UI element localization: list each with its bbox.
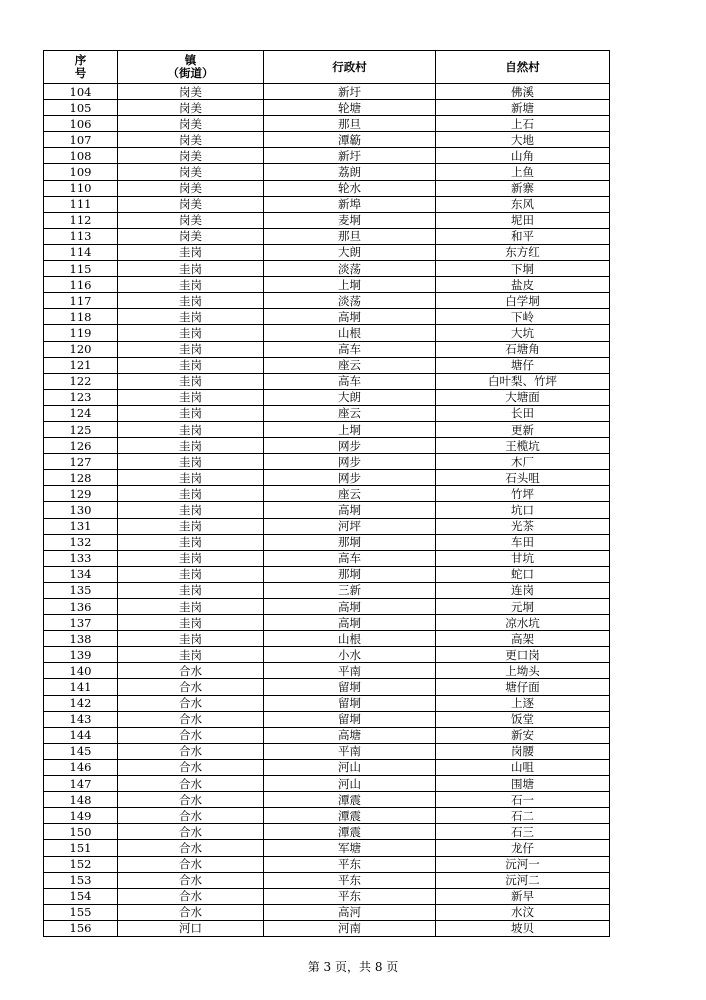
- cell-town: 合水: [118, 904, 264, 920]
- cell-natural-village: 木厂: [436, 454, 610, 470]
- table-row: [44, 100, 610, 116]
- cell-natural-village: 新塘: [436, 100, 610, 116]
- cell-serial-number: 137: [44, 615, 118, 631]
- cell-administrative-village: 平东: [264, 888, 436, 904]
- cell-administrative-village: 座云: [264, 357, 436, 373]
- cell-administrative-village: 高垌: [264, 599, 436, 615]
- header-town: [118, 51, 264, 84]
- cell-administrative-village: 潭簕: [264, 132, 436, 148]
- cell-serial-number: 138: [44, 631, 118, 647]
- cell-administrative-village: 潭震: [264, 792, 436, 808]
- village-list-sheet: [43, 50, 609, 937]
- cell-serial-number: 115: [44, 261, 118, 277]
- table-row: [44, 534, 610, 550]
- cell-serial-number: 134: [44, 566, 118, 582]
- page-footer: 第 3 页，共 8 页: [307, 960, 399, 974]
- table-row: [44, 84, 610, 100]
- cell-administrative-village: 大朗: [264, 389, 436, 405]
- cell-town: 圭岗: [118, 631, 264, 647]
- cell-town: 合水: [118, 872, 264, 888]
- cell-serial-number: 114: [44, 244, 118, 260]
- table-row: [44, 405, 610, 421]
- table-row: [44, 920, 610, 936]
- cell-administrative-village: 潭震: [264, 808, 436, 824]
- cell-town: 圭岗: [118, 309, 264, 325]
- cell-administrative-village: 轮塘: [264, 100, 436, 116]
- cell-administrative-village: 平东: [264, 856, 436, 872]
- cell-serial-number: 142: [44, 695, 118, 711]
- cell-natural-village: 东风: [436, 196, 610, 212]
- cell-serial-number: 148: [44, 792, 118, 808]
- cell-town: 岗美: [118, 228, 264, 244]
- table-row: [44, 293, 610, 309]
- cell-administrative-village: 淡荡: [264, 261, 436, 277]
- table-row: [44, 470, 610, 486]
- cell-serial-number: 124: [44, 405, 118, 421]
- cell-natural-village: 围塘: [436, 776, 610, 792]
- cell-town: 岗美: [118, 148, 264, 164]
- cell-administrative-village: 高车: [264, 550, 436, 566]
- cell-administrative-village: 高车: [264, 373, 436, 389]
- cell-administrative-village: 高垌: [264, 309, 436, 325]
- cell-administrative-village: 新圩: [264, 148, 436, 164]
- cell-administrative-village: 高塘: [264, 727, 436, 743]
- table-row: [44, 663, 610, 679]
- cell-natural-village: 长田: [436, 405, 610, 421]
- table-row: [44, 776, 610, 792]
- cell-serial-number: 132: [44, 534, 118, 550]
- cell-serial-number: 130: [44, 502, 118, 518]
- cell-serial-number: 118: [44, 309, 118, 325]
- cell-natural-village: 甘坑: [436, 550, 610, 566]
- table-row: [44, 454, 610, 470]
- cell-natural-village: 沅河一: [436, 856, 610, 872]
- header-serial-line1: 序: [74, 53, 87, 67]
- cell-town: 圭岗: [118, 405, 264, 421]
- cell-administrative-village: 三新: [264, 582, 436, 598]
- table-row: [44, 325, 610, 341]
- cell-administrative-village: 上垌: [264, 421, 436, 437]
- cell-town: 合水: [118, 856, 264, 872]
- cell-serial-number: 153: [44, 872, 118, 888]
- cell-administrative-village: 那旦: [264, 116, 436, 132]
- cell-administrative-village: 潭震: [264, 824, 436, 840]
- table-row: [44, 582, 610, 598]
- cell-administrative-village: 麦垌: [264, 212, 436, 228]
- cell-natural-village: 石塘角: [436, 341, 610, 357]
- cell-natural-village: 大坑: [436, 325, 610, 341]
- table-row: [44, 212, 610, 228]
- table-row: [44, 486, 610, 502]
- cell-serial-number: 109: [44, 164, 118, 180]
- table-row: [44, 792, 610, 808]
- cell-natural-village: 大塘面: [436, 389, 610, 405]
- cell-town: 圭岗: [118, 550, 264, 566]
- cell-natural-village: 大地: [436, 132, 610, 148]
- table-row: [44, 357, 610, 373]
- cell-town: 圭岗: [118, 518, 264, 534]
- cell-town: 圭岗: [118, 357, 264, 373]
- cell-administrative-village: 山根: [264, 325, 436, 341]
- table-row: [44, 727, 610, 743]
- cell-natural-village: 山咀: [436, 759, 610, 775]
- cell-serial-number: 123: [44, 389, 118, 405]
- cell-natural-village: 龙仔: [436, 840, 610, 856]
- cell-serial-number: 104: [44, 84, 118, 100]
- cell-town: 圭岗: [118, 454, 264, 470]
- cell-administrative-village: 座云: [264, 486, 436, 502]
- cell-town: 岗美: [118, 196, 264, 212]
- table-row: [44, 566, 610, 582]
- cell-serial-number: 122: [44, 373, 118, 389]
- cell-natural-village: 饭堂: [436, 711, 610, 727]
- cell-administrative-village: 高车: [264, 341, 436, 357]
- cell-natural-village: 元垌: [436, 599, 610, 615]
- table-row: [44, 695, 610, 711]
- cell-town: 合水: [118, 743, 264, 759]
- cell-administrative-village: 平东: [264, 872, 436, 888]
- cell-administrative-village: 网步: [264, 438, 436, 454]
- cell-serial-number: 151: [44, 840, 118, 856]
- cell-town: 圭岗: [118, 373, 264, 389]
- cell-town: 合水: [118, 663, 264, 679]
- table-row: [44, 309, 610, 325]
- cell-administrative-village: 留垌: [264, 695, 436, 711]
- cell-serial-number: 141: [44, 679, 118, 695]
- cell-serial-number: 155: [44, 904, 118, 920]
- cell-administrative-village: 大朗: [264, 244, 436, 260]
- cell-administrative-village: 网步: [264, 454, 436, 470]
- cell-town: 合水: [118, 679, 264, 695]
- cell-administrative-village: 荔朗: [264, 164, 436, 180]
- header-town-line2: （街道）: [167, 66, 214, 80]
- table-row: [44, 164, 610, 180]
- table-row: [44, 438, 610, 454]
- cell-serial-number: 116: [44, 277, 118, 293]
- cell-serial-number: 131: [44, 518, 118, 534]
- cell-natural-village: 坭田: [436, 212, 610, 228]
- cell-serial-number: 145: [44, 743, 118, 759]
- table-row: [44, 872, 610, 888]
- cell-natural-village: 东方红: [436, 244, 610, 260]
- cell-administrative-village: 那垌: [264, 566, 436, 582]
- cell-town: 圭岗: [118, 277, 264, 293]
- cell-town: 合水: [118, 808, 264, 824]
- cell-town: 圭岗: [118, 293, 264, 309]
- cell-town: 岗美: [118, 180, 264, 196]
- cell-natural-village: 更口岗: [436, 647, 610, 663]
- cell-serial-number: 119: [44, 325, 118, 341]
- table-row: [44, 421, 610, 437]
- cell-serial-number: 129: [44, 486, 118, 502]
- cell-serial-number: 111: [44, 196, 118, 212]
- cell-natural-village: 更新: [436, 421, 610, 437]
- cell-natural-village: 新安: [436, 727, 610, 743]
- cell-town: 合水: [118, 824, 264, 840]
- cell-natural-village: 沅河二: [436, 872, 610, 888]
- cell-town: 圭岗: [118, 582, 264, 598]
- cell-administrative-village: 新埠: [264, 196, 436, 212]
- table-row: [44, 856, 610, 872]
- cell-town: 合水: [118, 759, 264, 775]
- table-row: [44, 679, 610, 695]
- cell-natural-village: 坑口: [436, 502, 610, 518]
- header-administrative-village: 行政村: [264, 51, 436, 84]
- cell-natural-village: 上鱼: [436, 164, 610, 180]
- cell-natural-village: 岗腰: [436, 743, 610, 759]
- cell-serial-number: 133: [44, 550, 118, 566]
- cell-town: 圭岗: [118, 647, 264, 663]
- cell-serial-number: 107: [44, 132, 118, 148]
- cell-natural-village: 凉水坑: [436, 615, 610, 631]
- cell-natural-village: 石一: [436, 792, 610, 808]
- cell-administrative-village: 平南: [264, 663, 436, 679]
- cell-town: 圭岗: [118, 261, 264, 277]
- cell-natural-village: 下岭: [436, 309, 610, 325]
- cell-natural-village: 车田: [436, 534, 610, 550]
- cell-administrative-village: 网步: [264, 470, 436, 486]
- cell-serial-number: 128: [44, 470, 118, 486]
- cell-serial-number: 143: [44, 711, 118, 727]
- cell-town: 圭岗: [118, 389, 264, 405]
- cell-serial-number: 125: [44, 421, 118, 437]
- cell-town: 合水: [118, 792, 264, 808]
- cell-serial-number: 146: [44, 759, 118, 775]
- table-row: [44, 389, 610, 405]
- cell-natural-village: 上逐: [436, 695, 610, 711]
- header-town-line1: 镇: [184, 53, 197, 67]
- cell-natural-village: 塘仔面: [436, 679, 610, 695]
- cell-administrative-village: 座云: [264, 405, 436, 421]
- header-natural-village: 自然村: [436, 51, 610, 84]
- cell-town: 圭岗: [118, 325, 264, 341]
- cell-town: 圭岗: [118, 244, 264, 260]
- cell-administrative-village: 山根: [264, 631, 436, 647]
- cell-town: 合水: [118, 695, 264, 711]
- table-row: [44, 277, 610, 293]
- cell-serial-number: 120: [44, 341, 118, 357]
- cell-serial-number: 135: [44, 582, 118, 598]
- table-row: [44, 711, 610, 727]
- cell-serial-number: 105: [44, 100, 118, 116]
- cell-town: 合水: [118, 711, 264, 727]
- table-row: [44, 148, 610, 164]
- table-row: [44, 373, 610, 389]
- cell-town: 圭岗: [118, 438, 264, 454]
- cell-natural-village: 佛溪: [436, 84, 610, 100]
- table-header-row: [44, 51, 610, 84]
- table-row: [44, 631, 610, 647]
- cell-serial-number: 152: [44, 856, 118, 872]
- cell-administrative-village: 新圩: [264, 84, 436, 100]
- cell-town: 岗美: [118, 132, 264, 148]
- cell-natural-village: 上石: [436, 116, 610, 132]
- cell-administrative-village: 留垌: [264, 679, 436, 695]
- cell-natural-village: 石头咀: [436, 470, 610, 486]
- cell-town: 圭岗: [118, 341, 264, 357]
- cell-serial-number: 136: [44, 599, 118, 615]
- table-row: [44, 904, 610, 920]
- cell-administrative-village: 河山: [264, 759, 436, 775]
- table-row: [44, 840, 610, 856]
- cell-natural-village: 连岗: [436, 582, 610, 598]
- cell-serial-number: 106: [44, 116, 118, 132]
- table-row: [44, 824, 610, 840]
- cell-serial-number: 149: [44, 808, 118, 824]
- table-row: [44, 116, 610, 132]
- cell-administrative-village: 河山: [264, 776, 436, 792]
- cell-serial-number: 112: [44, 212, 118, 228]
- cell-natural-village: 新早: [436, 888, 610, 904]
- table-row: [44, 599, 610, 615]
- table-row: [44, 808, 610, 824]
- cell-town: 岗美: [118, 100, 264, 116]
- table-row: [44, 261, 610, 277]
- cell-natural-village: 石三: [436, 824, 610, 840]
- cell-administrative-village: 那旦: [264, 228, 436, 244]
- cell-administrative-village: 河南: [264, 920, 436, 936]
- table-row: [44, 615, 610, 631]
- cell-administrative-village: 上垌: [264, 277, 436, 293]
- header-serial-number: [44, 51, 118, 84]
- table-row: [44, 502, 610, 518]
- cell-serial-number: 121: [44, 357, 118, 373]
- cell-administrative-village: 轮水: [264, 180, 436, 196]
- cell-serial-number: 108: [44, 148, 118, 164]
- cell-administrative-village: 军塘: [264, 840, 436, 856]
- header-serial-line2: 号: [74, 66, 87, 80]
- cell-town: 合水: [118, 776, 264, 792]
- cell-administrative-village: 平南: [264, 743, 436, 759]
- table-row: [44, 244, 610, 260]
- cell-administrative-village: 那垌: [264, 534, 436, 550]
- cell-town: 圭岗: [118, 421, 264, 437]
- cell-natural-village: 山角: [436, 148, 610, 164]
- cell-natural-village: 水汶: [436, 904, 610, 920]
- table-row: [44, 888, 610, 904]
- cell-town: 岗美: [118, 212, 264, 228]
- cell-administrative-village: 高河: [264, 904, 436, 920]
- cell-administrative-village: 淡荡: [264, 293, 436, 309]
- cell-natural-village: 光茶: [436, 518, 610, 534]
- table-row: [44, 132, 610, 148]
- table-row: [44, 743, 610, 759]
- table-row: [44, 180, 610, 196]
- table-row: [44, 647, 610, 663]
- cell-administrative-village: 留垌: [264, 711, 436, 727]
- cell-town: 圭岗: [118, 470, 264, 486]
- cell-serial-number: 117: [44, 293, 118, 309]
- cell-town: 岗美: [118, 164, 264, 180]
- cell-serial-number: 150: [44, 824, 118, 840]
- table-row: [44, 228, 610, 244]
- cell-natural-village: 白叶梨、竹坪: [436, 373, 610, 389]
- cell-town: 圭岗: [118, 599, 264, 615]
- cell-natural-village: 新寨: [436, 180, 610, 196]
- table-body: [44, 84, 610, 937]
- cell-natural-village: 竹坪: [436, 486, 610, 502]
- cell-natural-village: 盐皮: [436, 277, 610, 293]
- table-row: [44, 518, 610, 534]
- cell-serial-number: 156: [44, 920, 118, 936]
- cell-serial-number: 113: [44, 228, 118, 244]
- cell-town: 合水: [118, 888, 264, 904]
- cell-town: 合水: [118, 840, 264, 856]
- table-row: [44, 759, 610, 775]
- cell-serial-number: 154: [44, 888, 118, 904]
- cell-administrative-village: 河坪: [264, 518, 436, 534]
- cell-serial-number: 127: [44, 454, 118, 470]
- cell-natural-village: 石二: [436, 808, 610, 824]
- cell-town: 合水: [118, 727, 264, 743]
- cell-natural-village: 蛇口: [436, 566, 610, 582]
- cell-town: 圭岗: [118, 502, 264, 518]
- cell-serial-number: 110: [44, 180, 118, 196]
- cell-serial-number: 147: [44, 776, 118, 792]
- cell-natural-village: 白学垌: [436, 293, 610, 309]
- cell-serial-number: 139: [44, 647, 118, 663]
- cell-town: 圭岗: [118, 486, 264, 502]
- cell-town: 岗美: [118, 84, 264, 100]
- cell-town: 圭岗: [118, 615, 264, 631]
- cell-serial-number: 126: [44, 438, 118, 454]
- cell-town: 岗美: [118, 116, 264, 132]
- cell-town: 圭岗: [118, 534, 264, 550]
- cell-natural-village: 和平: [436, 228, 610, 244]
- table-row: [44, 196, 610, 212]
- table-row: [44, 550, 610, 566]
- cell-natural-village: 塘仔: [436, 357, 610, 373]
- cell-serial-number: 144: [44, 727, 118, 743]
- cell-town: 圭岗: [118, 566, 264, 582]
- village-table: [43, 50, 610, 937]
- cell-natural-village: 王榄坑: [436, 438, 610, 454]
- cell-town: 河口: [118, 920, 264, 936]
- cell-administrative-village: 小水: [264, 647, 436, 663]
- cell-natural-village: 高架: [436, 631, 610, 647]
- cell-administrative-village: 高垌: [264, 615, 436, 631]
- table-row: [44, 341, 610, 357]
- cell-administrative-village: 高垌: [264, 502, 436, 518]
- cell-natural-village: 下垌: [436, 261, 610, 277]
- cell-natural-village: 坡贝: [436, 920, 610, 936]
- cell-serial-number: 140: [44, 663, 118, 679]
- cell-natural-village: 上坳头: [436, 663, 610, 679]
